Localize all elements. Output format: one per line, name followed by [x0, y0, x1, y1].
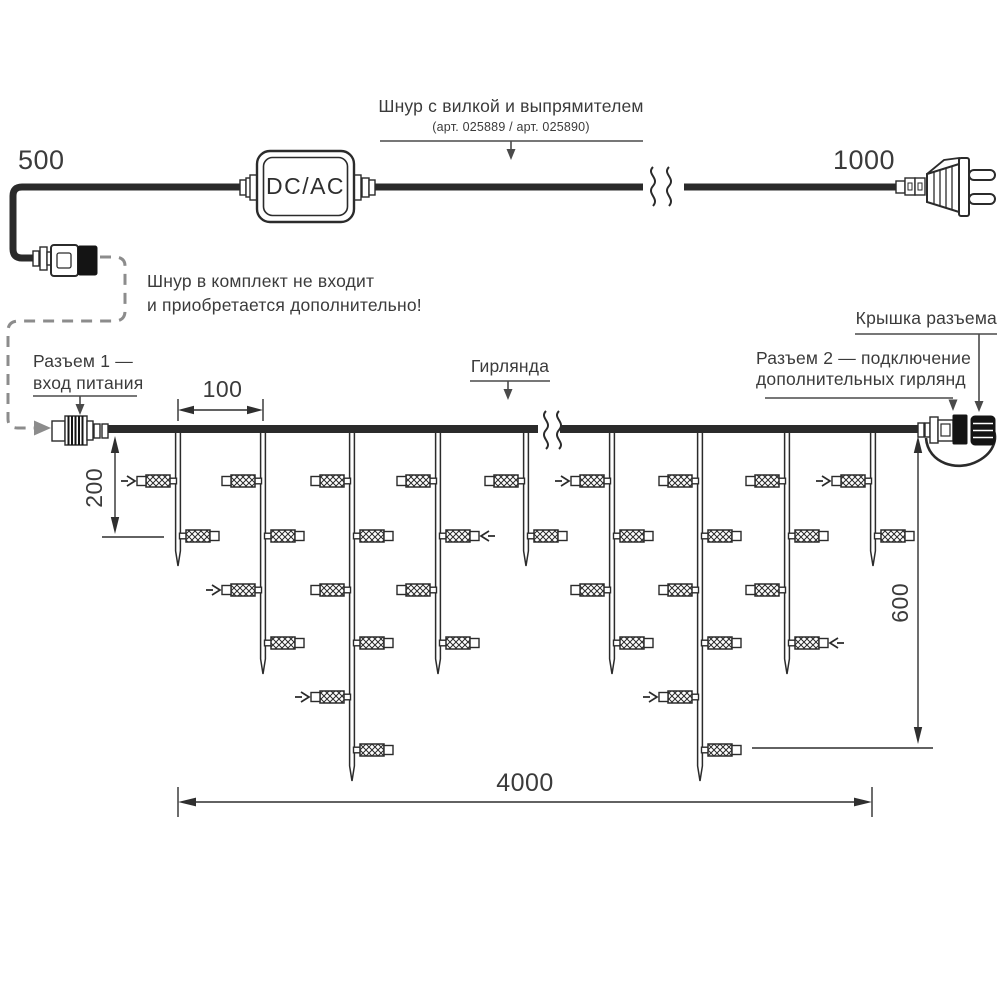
garland-break-symbol	[538, 411, 561, 449]
cord-break-symbol	[643, 167, 684, 206]
lamp-body	[580, 475, 604, 487]
lamp-cap	[832, 477, 841, 486]
power-cord-wire	[13, 187, 897, 258]
lamp-cap	[659, 586, 668, 595]
lamp-cap	[311, 586, 320, 595]
lamp-body	[320, 691, 344, 703]
flash-arrow-icon	[121, 476, 135, 486]
connector1-label-line2: вход питания	[33, 373, 144, 393]
lamp-cap	[905, 532, 914, 541]
note-line1: Шнур в комплект не входит	[147, 271, 375, 291]
lamp	[816, 475, 872, 487]
cap-label: Крышка разъема	[855, 308, 997, 328]
lamp	[555, 475, 611, 487]
lamp-cap	[819, 532, 828, 541]
flash-arrow-icon	[555, 476, 569, 486]
garland-drop	[295, 432, 393, 781]
lamp-cap	[485, 477, 494, 486]
lamp-cap	[659, 693, 668, 702]
lamp-cap	[222, 477, 231, 486]
lamp-body	[620, 637, 644, 649]
lamp-cap	[644, 532, 653, 541]
lamp	[571, 584, 611, 596]
garland-drop	[121, 432, 219, 566]
garland-drop	[485, 432, 567, 566]
lamp	[485, 475, 525, 487]
connector-1	[52, 416, 108, 445]
lamp	[397, 475, 437, 487]
garland-label: Гирлянда	[470, 356, 550, 376]
lamp	[265, 637, 305, 649]
cord-callout-articles: (арт. 025889 / арт. 025890)	[432, 120, 590, 134]
lamp-body	[668, 584, 692, 596]
lamp	[354, 530, 394, 542]
lamp-body	[534, 530, 558, 542]
lamp-cap	[222, 586, 231, 595]
flash-arrow-icon	[481, 531, 495, 541]
lamp-cap	[384, 746, 393, 755]
adapter-label: DC/AC	[265, 172, 346, 199]
dim-4000-label: 4000	[496, 769, 554, 797]
lamp-body	[580, 584, 604, 596]
dim-200-label: 200	[81, 467, 108, 508]
lamp-body	[186, 530, 210, 542]
flash-arrow-icon	[206, 585, 220, 595]
lamp-cap	[311, 693, 320, 702]
lamp-cap	[732, 639, 741, 648]
lamp	[614, 637, 654, 649]
flash-arrow-icon	[643, 692, 657, 702]
lamp-cap	[295, 532, 304, 541]
lamp-cap	[295, 639, 304, 648]
dim-100-label: 100	[202, 376, 243, 402]
lamp-cap	[397, 477, 406, 486]
lamp-body	[620, 530, 644, 542]
connector-2-body	[953, 415, 967, 444]
lamp	[121, 475, 177, 487]
connector2-label-line1: Разъем 2 — подключение	[756, 348, 972, 368]
lamp	[206, 584, 262, 596]
dim-500-label: 500	[18, 145, 65, 175]
lamp-body	[708, 744, 732, 756]
lamp-body	[446, 530, 470, 542]
lamp-body	[320, 584, 344, 596]
lamp	[397, 584, 437, 596]
lamp-body	[271, 637, 295, 649]
lamp-cap	[384, 532, 393, 541]
lamp	[746, 475, 786, 487]
lamp-body	[360, 744, 384, 756]
flash-arrow-icon	[295, 692, 309, 702]
mains-plug	[896, 158, 995, 216]
lamp	[311, 475, 351, 487]
lamp-cap	[470, 639, 479, 648]
lamp-body	[841, 475, 865, 487]
lamp	[222, 475, 262, 487]
lamp-cap	[644, 639, 653, 648]
lamp-body	[360, 530, 384, 542]
connector-2	[918, 415, 995, 466]
cord-output-connector	[33, 245, 97, 276]
lamp-body	[406, 584, 430, 596]
lamp-cap	[210, 532, 219, 541]
lamp-cap	[819, 639, 828, 648]
dim-600-label: 600	[887, 582, 914, 623]
lamp	[440, 530, 496, 542]
note-line2: и приобретается дополнительно!	[147, 295, 422, 315]
lamp	[354, 637, 394, 649]
lamp-cap	[746, 477, 755, 486]
lamp	[702, 530, 742, 542]
lamp-cap	[470, 532, 479, 541]
lamp	[643, 691, 699, 703]
lamp-body	[446, 637, 470, 649]
connector2-label-line2: дополнительных гирлянд	[756, 369, 966, 389]
lamp-body	[271, 530, 295, 542]
lamp-body	[668, 691, 692, 703]
garland-drop	[746, 432, 844, 674]
lamp-cap	[137, 477, 146, 486]
lamp-cap	[659, 477, 668, 486]
garland-drops	[121, 432, 914, 781]
lamp-body	[231, 475, 255, 487]
lamp	[614, 530, 654, 542]
lamp	[265, 530, 305, 542]
garland-drop	[206, 432, 304, 674]
lamp	[354, 744, 394, 756]
lamp-body	[708, 530, 732, 542]
cord-callout-title: Шнур с вилкой и выпрямителем	[378, 96, 644, 116]
lamp-cap	[311, 477, 320, 486]
lamp-cap	[732, 532, 741, 541]
lamp-body	[146, 475, 170, 487]
garland-drop	[397, 432, 495, 674]
lamp-cap	[558, 532, 567, 541]
lamp	[789, 530, 829, 542]
lamp	[702, 744, 742, 756]
lamp-body	[406, 475, 430, 487]
lamp-body	[320, 475, 344, 487]
lamp	[875, 530, 915, 542]
lamp-cap	[746, 586, 755, 595]
lamp	[702, 637, 742, 649]
dashed-route	[8, 257, 125, 436]
garland-drop	[643, 432, 741, 781]
lamp-cap	[732, 746, 741, 755]
lamp	[659, 584, 699, 596]
garland-drop	[816, 432, 914, 566]
lamp-body	[494, 475, 518, 487]
lamp-body	[795, 530, 819, 542]
flash-arrow-icon	[816, 476, 830, 486]
lamp-body	[755, 475, 779, 487]
lamp-cap	[384, 639, 393, 648]
lamp	[528, 530, 568, 542]
lamp	[789, 637, 845, 649]
lamp	[311, 584, 351, 596]
garland-drop	[555, 432, 653, 674]
lamp-body	[668, 475, 692, 487]
lamp-body	[755, 584, 779, 596]
lamp-body	[795, 637, 819, 649]
flash-arrow-icon	[830, 638, 844, 648]
lamp	[746, 584, 786, 596]
lamp-cap	[571, 586, 580, 595]
lamp	[440, 637, 480, 649]
lamp-body	[881, 530, 905, 542]
lamp-body	[231, 584, 255, 596]
lamp-cap	[571, 477, 580, 486]
lamp-body	[360, 637, 384, 649]
lamp	[180, 530, 220, 542]
lamp-body	[708, 637, 732, 649]
lamp	[295, 691, 351, 703]
connector1-label-line1: Разъем 1 —	[33, 351, 133, 371]
lamp	[659, 475, 699, 487]
dim-1000-label: 1000	[833, 145, 896, 175]
lamp-cap	[397, 586, 406, 595]
dashed-route-arrow	[34, 421, 51, 436]
